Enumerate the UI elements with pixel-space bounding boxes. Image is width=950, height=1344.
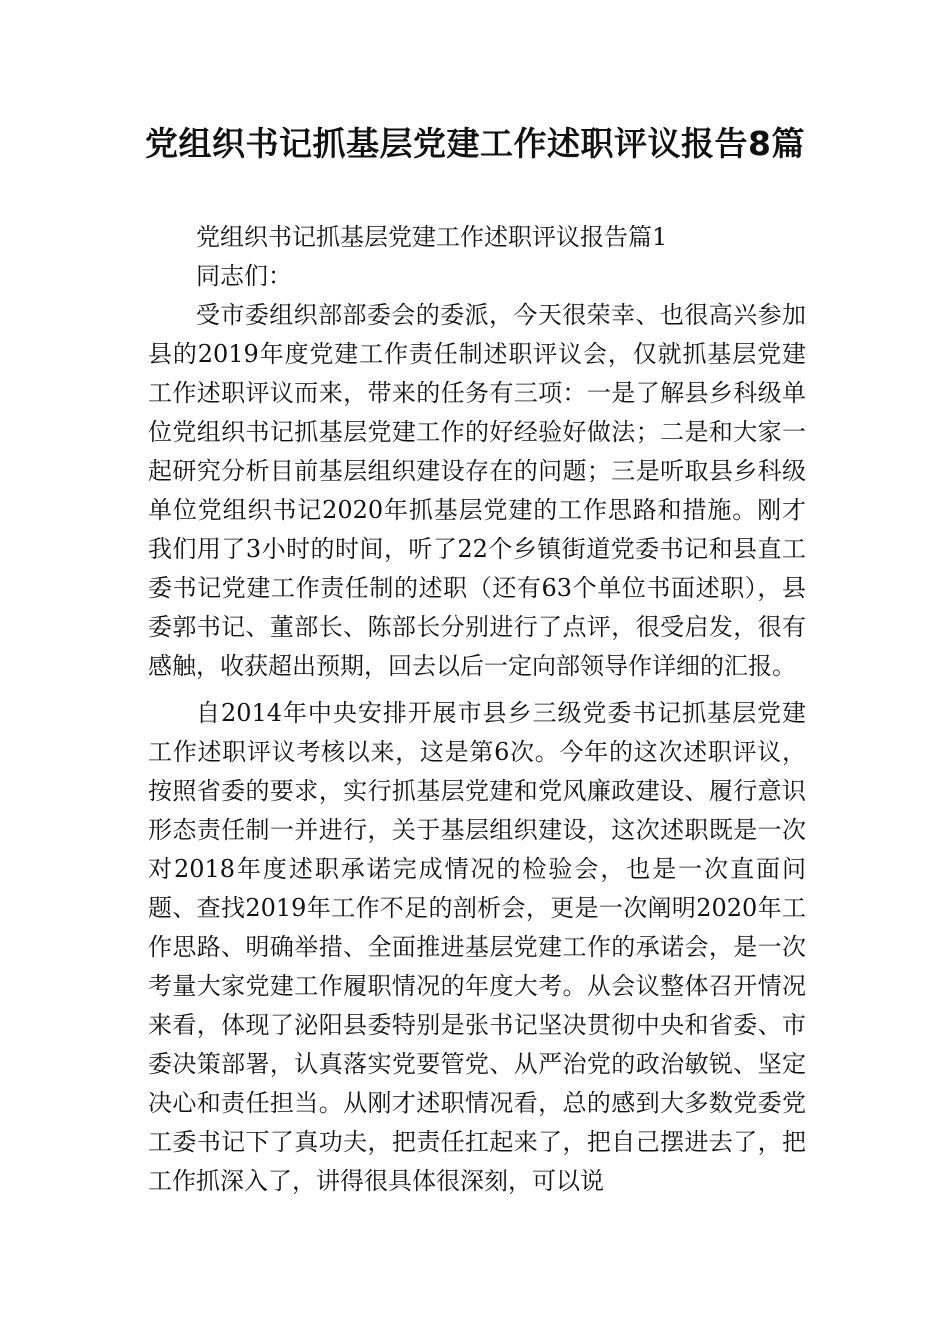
- body-paragraph: 受市委组织部部委会的委派，今天很荣幸、也很高兴参加县的2019年度党建工作责任制述职评议会，仅就抓基层党建工作述职评议而来，带来的任务有三项：一是了解县乡科级单位党组织书记抓基层党建工作的好经验好做法；二是和大家一起研究分析目前基层组织建设存在的问题；三是听取县乡科级单位党组织书记2020年抓基层党建的工作思路和措施。刚才我们用了3小时的时间，听了22个乡镇街道党委书记和县直工委书记党建工作责任制的述职（还有63个单位书面述职），县委郭书记、董部长、陈部长分别进行了点评，很受启发，很有感触，收获超出预期，回去以后一定向部领导作详细的汇报。: [148, 301, 806, 680]
- body-paragraph: 自2014年中央安排开展市县乡三级党委书记抓基层党建工作述职评议考核以来，这是第6次。今年的这次述职评议，按照省委的要求，实行抓基层党建和党风廉政建设、履行意识形态责任制一并进行，关于基层组织建设，这次述职既是一次对2018年度述职承诺完成情况的检验会，也是一次直面问题、查找2019年工作不足的剖析会，更是一次阐明2020年工作思路、明确举措、全面推进基层党建工作的承诺会，是一次考量大家党建工作履职情况的年度大考。从会议整体召开情况来看，体现了泌阳县委特别是张书记坚决贯彻中央和省委、市委决策部署，认真落实党要管党、从严治党的政治敏锐、坚定决心和责任担当。从刚才述职情况看，总的感到大多数党委党工委书记下了真功夫，把责任扛起来了，把自己摆进去了，把工作抓深入了，讲得很具体很深刻，可以说: [148, 699, 806, 1195]
- salutation: 同志们：: [196, 262, 292, 290]
- section-heading: 党组织书记抓基层党建工作述职评议报告篇1: [196, 223, 668, 251]
- document-body: [148, 218, 806, 1201]
- document-title: 党组织书记抓基层党建工作述职评议报告8篇: [145, 124, 805, 163]
